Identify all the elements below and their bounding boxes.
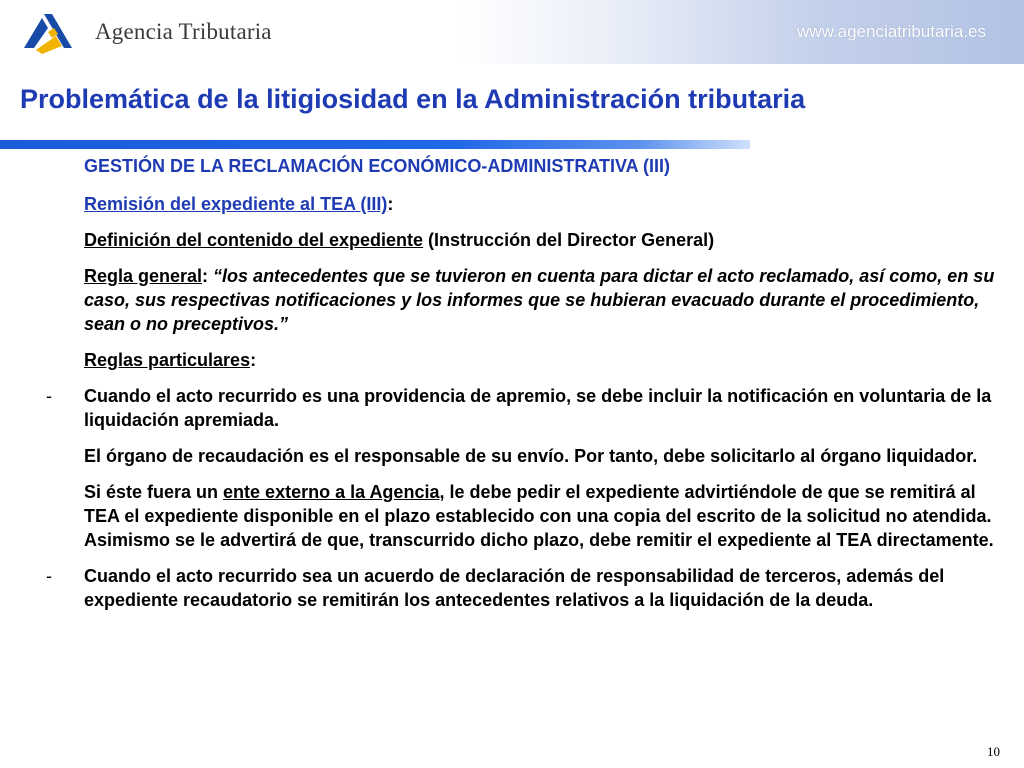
ente-externo-link: ente externo a la Agencia — [223, 482, 440, 502]
organo-paragraph: El órgano de recaudación es el responsable de su envío. Por tanto, debe solicitarlo al órgano liquidador. — [84, 446, 978, 466]
reglas-particulares-heading — [84, 348, 1004, 372]
reglas-particulares-label: Reglas particulares — [84, 350, 251, 370]
section-subtitle: GESTIÓN DE LA RECLAMACIÓN ECONÓMICO-ADMINISTRATIVA (III) — [84, 156, 670, 176]
title-underline-bar — [0, 140, 750, 149]
regla-general-label: Regla general — [84, 266, 203, 286]
bullet-providencia-text: Cuando el acto recurrido es una providencia de apremio, se debe incluir la notificación en voluntaria de la liquidación apremiada. — [84, 386, 992, 430]
definicion-rest: (Instrucción del Director General) — [423, 230, 715, 250]
reglas-particulares-colon: : — [250, 350, 257, 370]
bullet-responsabilidad — [46, 564, 1004, 612]
ente-before: Si éste fuera un — [84, 482, 224, 502]
brand-name: Agencia Tributaria — [95, 19, 272, 44]
agencia-tributaria-logo-icon — [22, 10, 74, 54]
website-url[interactable]: www.agenciatributaria.es — [797, 22, 986, 41]
page-number: 10 — [987, 744, 1000, 759]
definicion-paragraph — [84, 228, 1004, 252]
regla-general-quote: “los antecedentes que se tuvieron en cuenta para dictar el acto reclamado, así como, en su caso, sus respectivas notificaciones y los informes que se hubieran evacuado durante el procedimiento, sean o no preceptivos.” — [84, 266, 995, 334]
slide-content — [46, 154, 1004, 624]
ente-externo-paragraph — [84, 480, 1004, 552]
header-banner — [0, 0, 1024, 64]
regla-general-colon: : — [202, 266, 214, 286]
bullet-dash: - — [46, 386, 52, 406]
remision-link[interactable]: Remisión del expediente al TEA (III) — [84, 194, 388, 214]
bullet-dash: - — [46, 566, 52, 586]
ente-after: , le debe pedir el expediente advirtiéndole de que se remitirá al TEA el expediente disponible en el plazo establecido con una copia del escrito de la solicitud no atendida. Asimismo se le advertirá de que, transcurrido dicho plazo, debe remitir el expediente al TEA directamente. — [84, 482, 994, 550]
remision-heading — [84, 192, 1004, 216]
bullet-providencia — [46, 384, 1004, 432]
slide-title: Problemática de la litigiosidad en la Administración tributaria — [20, 84, 806, 114]
regla-general-paragraph — [84, 264, 1004, 336]
bullet-responsabilidad-text: Cuando el acto recurrido sea un acuerdo de declaración de responsabilidad de terceros, además del expediente recaudatorio se remitirán los antecedentes relativos a la liquidación de la deuda. — [84, 566, 945, 610]
remision-colon: : — [387, 194, 394, 214]
definicion-label: Definición del contenido del expediente — [84, 230, 424, 250]
